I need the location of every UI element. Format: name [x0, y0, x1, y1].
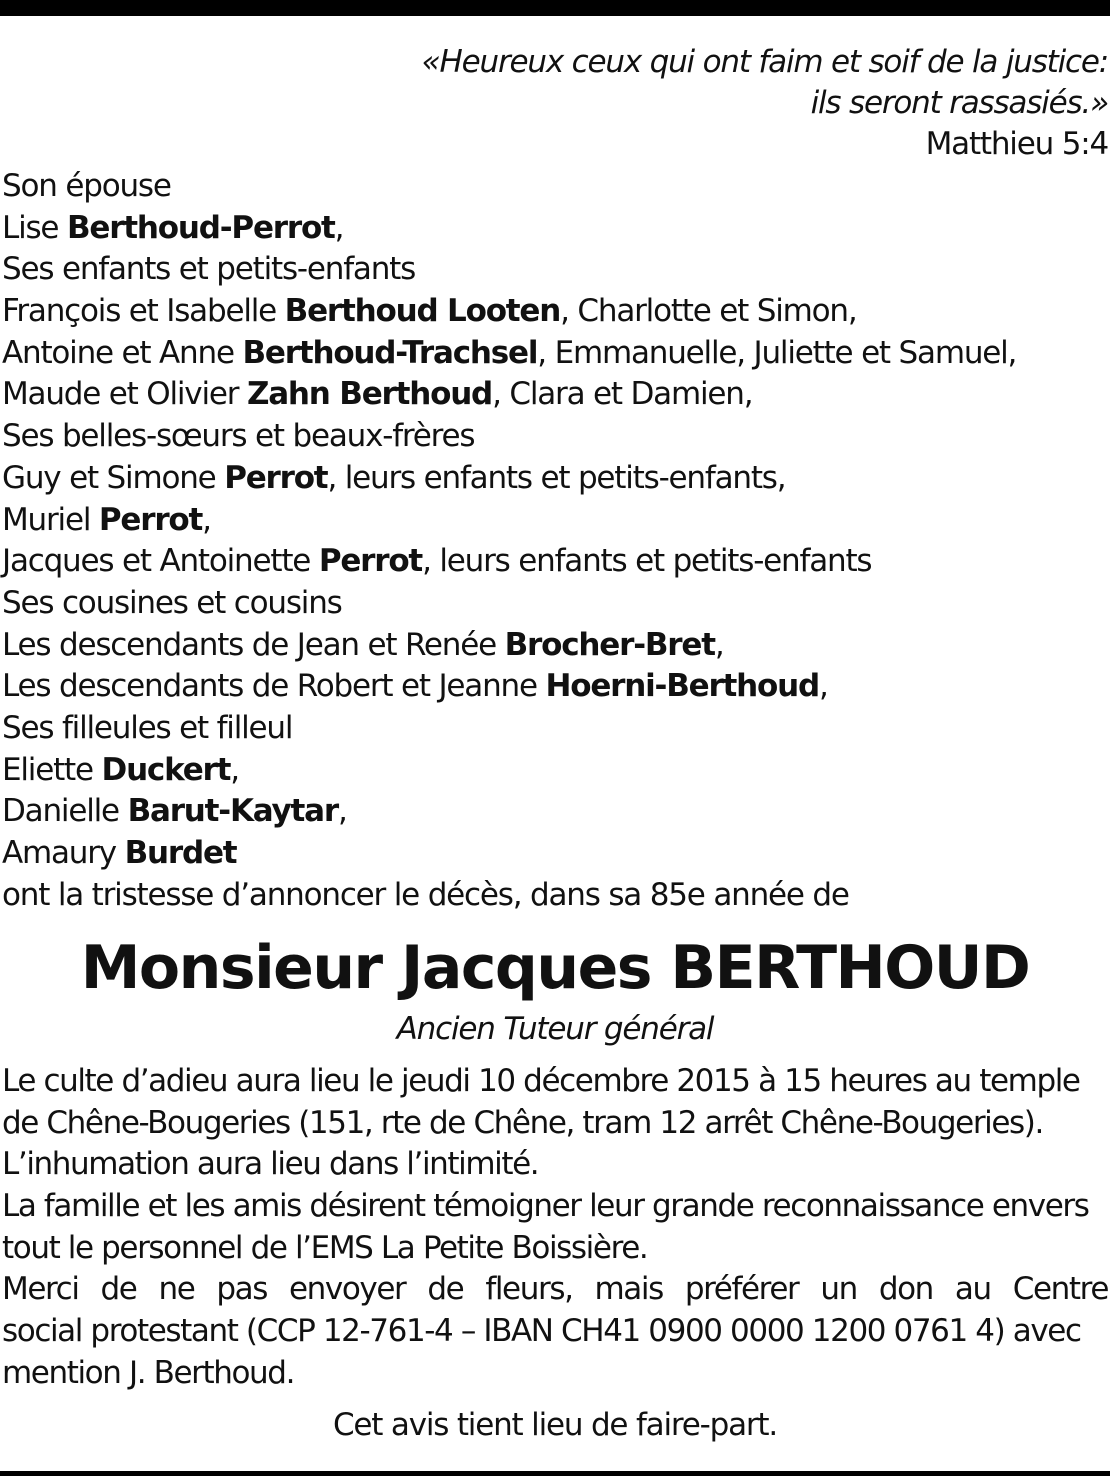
- details-line: social protestant (CCP 12-761-4 – IBAN CH41 0900 0000 1200 0761 4) avec: [2, 1313, 1081, 1350]
- family-member: Eliette Duckert,: [2, 751, 239, 788]
- details-line: mention J. Berthoud.: [2, 1354, 295, 1391]
- closing-note: Cet avis tient lieu de faire-part.: [332, 1407, 778, 1443]
- family-surname: Perrot: [98, 501, 203, 538]
- family-member: Danielle Barut-Kaytar,: [2, 793, 347, 830]
- family-member: Maude et Olivier Zahn Berthoud, Clara et Damien,: [2, 376, 753, 413]
- family-member: Guy et Simone Perrot, leurs enfants et petits-enfants,: [2, 459, 786, 496]
- family-member: François et Isabelle Berthoud Looten, Charlotte et Simon,: [2, 293, 857, 330]
- children-heading: Ses enfants et petits-enfants: [2, 251, 416, 288]
- family-surname: Perrot: [318, 543, 423, 580]
- family-member: Muriel Perrot,: [2, 501, 211, 538]
- service-details: [2, 1061, 1108, 1395]
- details-line: de Chêne-Bougeries (151, rte de Chêne, tram 12 arrêt Chêne-Bougeries).: [2, 1104, 1043, 1141]
- bible-quote: [422, 42, 1108, 165]
- family-surname: Hoerni-Berthoud: [545, 668, 819, 705]
- family-surname: Berthoud-Perrot: [66, 209, 335, 246]
- family-surname: Berthoud-Trachsel: [242, 334, 538, 371]
- details-line: tout le personnel de l’EMS La Petite Boissière.: [2, 1229, 648, 1266]
- deceased-name: Monsieur Jacques BERTHOUD: [80, 933, 1030, 1003]
- spouse-heading: Son épouse: [2, 168, 171, 204]
- family-surname: Zahn Berthoud: [246, 376, 493, 413]
- details-line: La famille et les amis désirent témoigner leur grande reconnaissance envers: [2, 1188, 1089, 1225]
- family-surname: Barut-Kaytar: [127, 793, 338, 830]
- details-line: L’inhumation aura lieu dans l’intimité.: [2, 1146, 539, 1183]
- family-surname: Duckert: [101, 751, 231, 788]
- family-member: Les descendants de Jean et Renée Brocher-Bret,: [2, 626, 724, 663]
- family-surname: Brocher-Bret: [504, 626, 715, 663]
- details-line: Merci de ne pas envoyer de fleurs, mais préférer un don au Centre: [2, 1271, 1108, 1308]
- cousins-heading: Ses cousines et cousins: [2, 584, 342, 621]
- family-surname: Perrot: [224, 459, 328, 496]
- inlaws-heading: Ses belles-sœurs et beaux-frères: [2, 418, 475, 455]
- details-line: Le culte d’adieu aura lieu le jeudi 10 décembre 2015 à 15 heures au temple: [2, 1063, 1080, 1099]
- quote-line-2: ils seront rassasiés.»: [810, 85, 1108, 121]
- godchildren-heading: Ses filleules et filleul: [2, 709, 293, 746]
- announcement-text: ont la tristesse d’annoncer le décès, dans sa 85e année de: [2, 876, 849, 913]
- family-member: Amaury Burdet: [2, 835, 237, 871]
- quote-line-1: «Heureux ceux qui ont faim et soif de la justice:: [421, 44, 1108, 80]
- family-member: Antoine et Anne Berthoud-Trachsel, Emmanuelle, Juliette et Samuel,: [2, 334, 1017, 371]
- family-member: Jacques et Antoinette Perrot, leurs enfants et petits-enfants: [2, 543, 872, 580]
- bottom-rule: [0, 1471, 1110, 1476]
- family-member: Les descendants de Robert et Jeanne Hoerni-Berthoud,: [2, 668, 828, 705]
- family-surname: Burdet: [124, 835, 237, 871]
- deceased-title: Ancien Tuteur général: [396, 1011, 714, 1047]
- family-list: [2, 166, 1102, 916]
- top-rule: [0, 0, 1110, 16]
- family-member: Lise Berthoud-Perrot,: [2, 209, 344, 246]
- quote-reference: Matthieu 5:4: [925, 126, 1108, 162]
- family-surname: Berthoud Looten: [284, 293, 561, 330]
